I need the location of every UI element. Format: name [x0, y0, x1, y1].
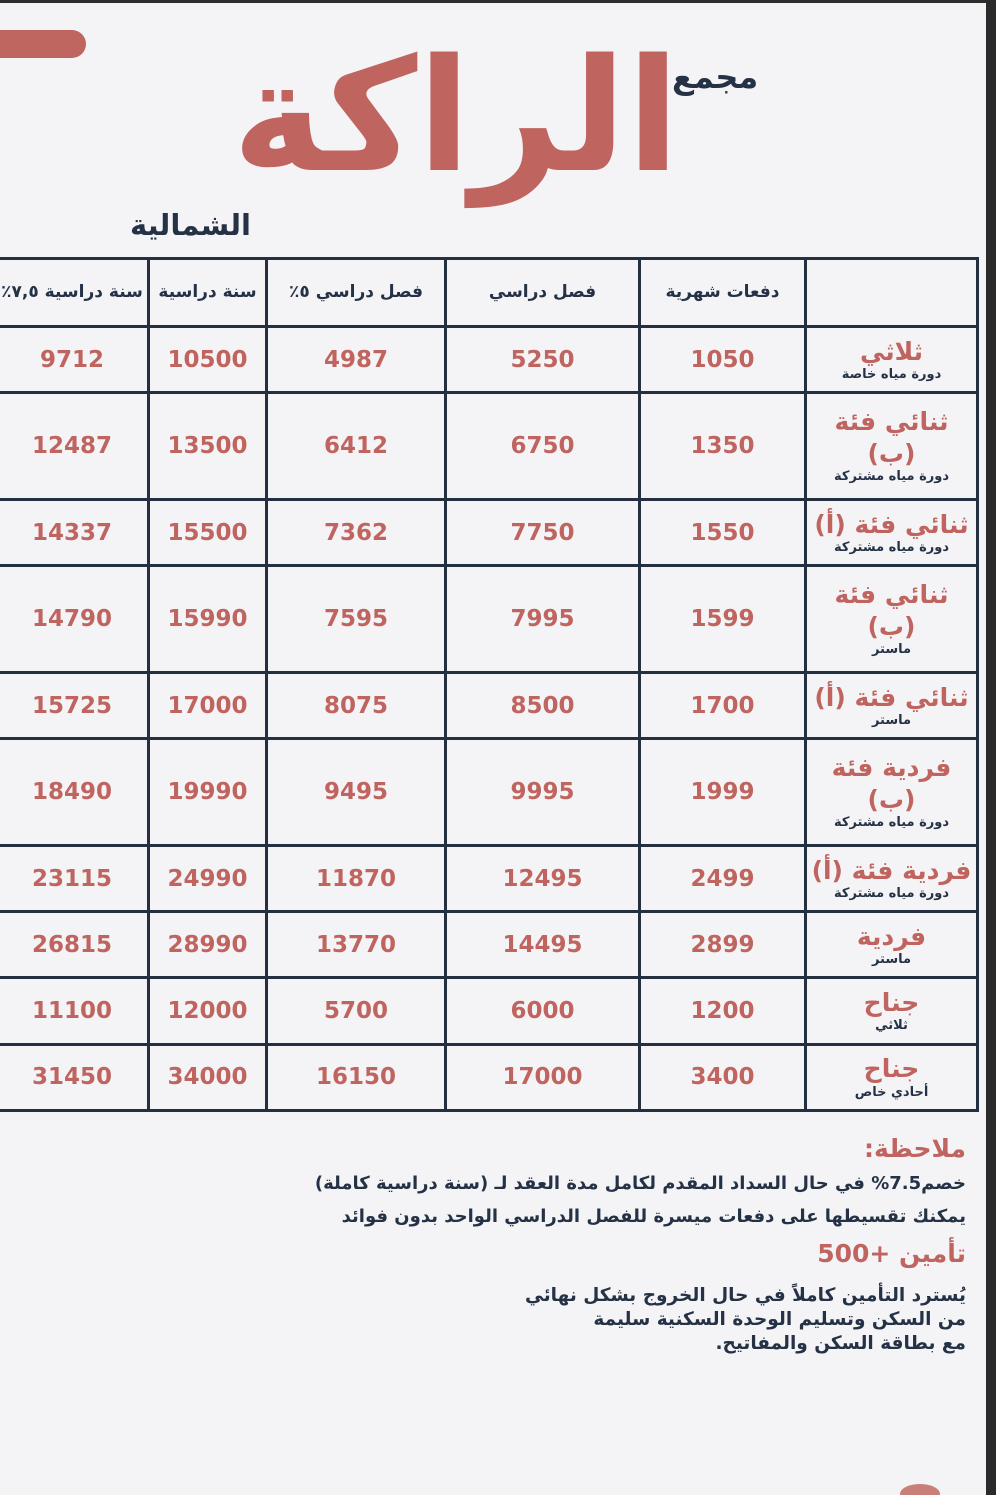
insurance-line: يُسترد التأمين كاملاً في حال الخروج بشكل نهائي: [525, 1285, 966, 1306]
table-body: [0, 327, 978, 1111]
semester-discount-cell: 7595: [267, 566, 446, 673]
room-type-cell: [806, 912, 978, 978]
table-row: [0, 978, 978, 1044]
room-type-cell: [806, 672, 978, 738]
semester-cell: 7995: [446, 566, 640, 673]
monthly-cell: 1350: [640, 393, 806, 500]
semester-discount-cell: 8075: [267, 672, 446, 738]
room-type-name: ثنائي فئة (ب): [834, 407, 949, 468]
room-type-name: ثنائي فئة (أ): [814, 509, 969, 539]
year-discount-cell: 31450: [0, 1044, 149, 1110]
semester-cell: 9995: [446, 739, 640, 846]
monthly-cell: 1200: [640, 978, 806, 1044]
decorative-dot: [900, 1484, 940, 1495]
table-row: [0, 327, 978, 393]
room-type-detail: دورة مياه مشتركة: [834, 885, 949, 901]
room-type-detail: دورة مياه خاصة: [841, 366, 942, 382]
title-suffix: الشمالية: [130, 208, 251, 242]
insurance-line: من السكن وتسليم الوحدة السكنية سليمة: [593, 1309, 966, 1331]
insurance-title: 500+ تأمين: [817, 1239, 966, 1268]
header-year-discount: سنة دراسية ٧,٥٪: [0, 259, 149, 327]
notes-section: [266, 1134, 966, 1356]
semester-cell: 17000: [446, 1044, 640, 1110]
room-type-name: ثنائي فئة (ب): [834, 580, 949, 641]
semester-cell: 12495: [446, 845, 640, 911]
room-type-cell: [806, 978, 978, 1044]
note-line: يمكنك تقسيطها على دفعات ميسرة للفصل الدراسي الواحد بدون فوائد: [341, 1206, 966, 1227]
room-type-detail: ماستر: [871, 641, 912, 657]
year-discount-cell: 18490: [0, 739, 149, 846]
room-type-name: فردية فئة (ب): [831, 753, 952, 814]
semester-cell: 6750: [446, 393, 640, 500]
monthly-cell: 1599: [640, 566, 806, 673]
year-discount-cell: 23115: [0, 845, 149, 911]
header-semester: فصل دراسي: [446, 259, 640, 327]
semester-cell: 8500: [446, 672, 640, 738]
room-type-cell: [806, 1044, 978, 1110]
title-prefix: مجمع: [672, 58, 759, 96]
room-type-name: فردية فئة (أ): [811, 855, 972, 885]
room-type-detail: ماستر: [871, 712, 912, 728]
semester-discount-cell: 13770: [267, 912, 446, 978]
room-type-cell: [806, 327, 978, 393]
note-line: خصم7.5% في حال السداد المقدم لكامل مدة العقد لـ (سنة دراسية كاملة): [314, 1173, 966, 1194]
room-type-cell: [806, 393, 978, 500]
table-row: [0, 672, 978, 738]
header-year: سنة دراسية: [149, 259, 267, 327]
room-type-name: فردية: [856, 921, 927, 951]
monthly-cell: 2899: [640, 912, 806, 978]
year-cell: 34000: [149, 1044, 267, 1110]
room-type-detail: أحادي خاص: [854, 1084, 929, 1100]
monthly-cell: 1050: [640, 327, 806, 393]
semester-cell: 6000: [446, 978, 640, 1044]
semester-discount-cell: 11870: [267, 845, 446, 911]
year-cell: 17000: [149, 672, 267, 738]
year-cell: 28990: [149, 912, 267, 978]
room-type-name: ثلاثي: [859, 336, 924, 366]
year-cell: 24990: [149, 845, 267, 911]
semester-discount-cell: 4987: [267, 327, 446, 393]
top-border: [0, 0, 986, 3]
year-cell: 13500: [149, 393, 267, 500]
semester-discount-cell: 5700: [267, 978, 446, 1044]
monthly-cell: 2499: [640, 845, 806, 911]
monthly-cell: 1550: [640, 499, 806, 565]
semester-discount-cell: 6412: [267, 393, 446, 500]
semester-cell: 14495: [446, 912, 640, 978]
year-discount-cell: 9712: [0, 327, 149, 393]
price-table: [0, 257, 979, 1112]
room-type-detail: دورة مياه مشتركة: [834, 468, 949, 484]
notes-title: ملاحظة:: [864, 1134, 966, 1163]
header-monthly: دفعات شهرية: [640, 259, 806, 327]
table-row: [0, 393, 978, 500]
year-cell: 10500: [149, 327, 267, 393]
year-discount-cell: 26815: [0, 912, 149, 978]
decorative-pill: [0, 30, 86, 58]
year-discount-cell: 15725: [0, 672, 149, 738]
table-row: [0, 1044, 978, 1110]
room-type-cell: [806, 499, 978, 565]
year-discount-cell: 11100: [0, 978, 149, 1044]
room-type-cell: [806, 566, 978, 673]
year-discount-cell: 12487: [0, 393, 149, 500]
room-type-name: ثنائي فئة (أ): [814, 682, 969, 712]
year-cell: 15990: [149, 566, 267, 673]
title-main: الراكة: [232, 25, 680, 207]
room-type-detail: دورة مياه مشتركة: [834, 539, 949, 555]
room-type-detail: دورة مياه مشتركة: [834, 814, 949, 830]
table-row: [0, 566, 978, 673]
insurance-line: مع بطاقة السكن والمفاتيح.: [715, 1333, 966, 1355]
monthly-cell: 3400: [640, 1044, 806, 1110]
header-semester-discount: فصل دراسي ٥٪: [267, 259, 446, 327]
table-row: [0, 739, 978, 846]
table-row: [0, 499, 978, 565]
year-discount-cell: 14790: [0, 566, 149, 673]
room-type-cell: [806, 739, 978, 846]
room-type-detail: ثلاثي: [875, 1018, 908, 1034]
room-type-name: جناح: [863, 1054, 920, 1084]
year-cell: 19990: [149, 739, 267, 846]
monthly-cell: 1700: [640, 672, 806, 738]
semester-discount-cell: 7362: [267, 499, 446, 565]
room-type-detail: ماستر: [871, 952, 912, 967]
table-header-row: [0, 259, 978, 327]
year-cell: 15500: [149, 499, 267, 565]
semester-cell: 5250: [446, 327, 640, 393]
year-discount-cell: 14337: [0, 499, 149, 565]
year-cell: 12000: [149, 978, 267, 1044]
table-row: [0, 845, 978, 911]
semester-discount-cell: 9495: [267, 739, 446, 846]
monthly-cell: 1999: [640, 739, 806, 846]
table-row: [0, 912, 978, 978]
room-type-name: جناح: [863, 988, 920, 1017]
semester-cell: 7750: [446, 499, 640, 565]
room-type-cell: [806, 845, 978, 911]
semester-discount-cell: 16150: [267, 1044, 446, 1110]
header-empty: [806, 259, 978, 327]
